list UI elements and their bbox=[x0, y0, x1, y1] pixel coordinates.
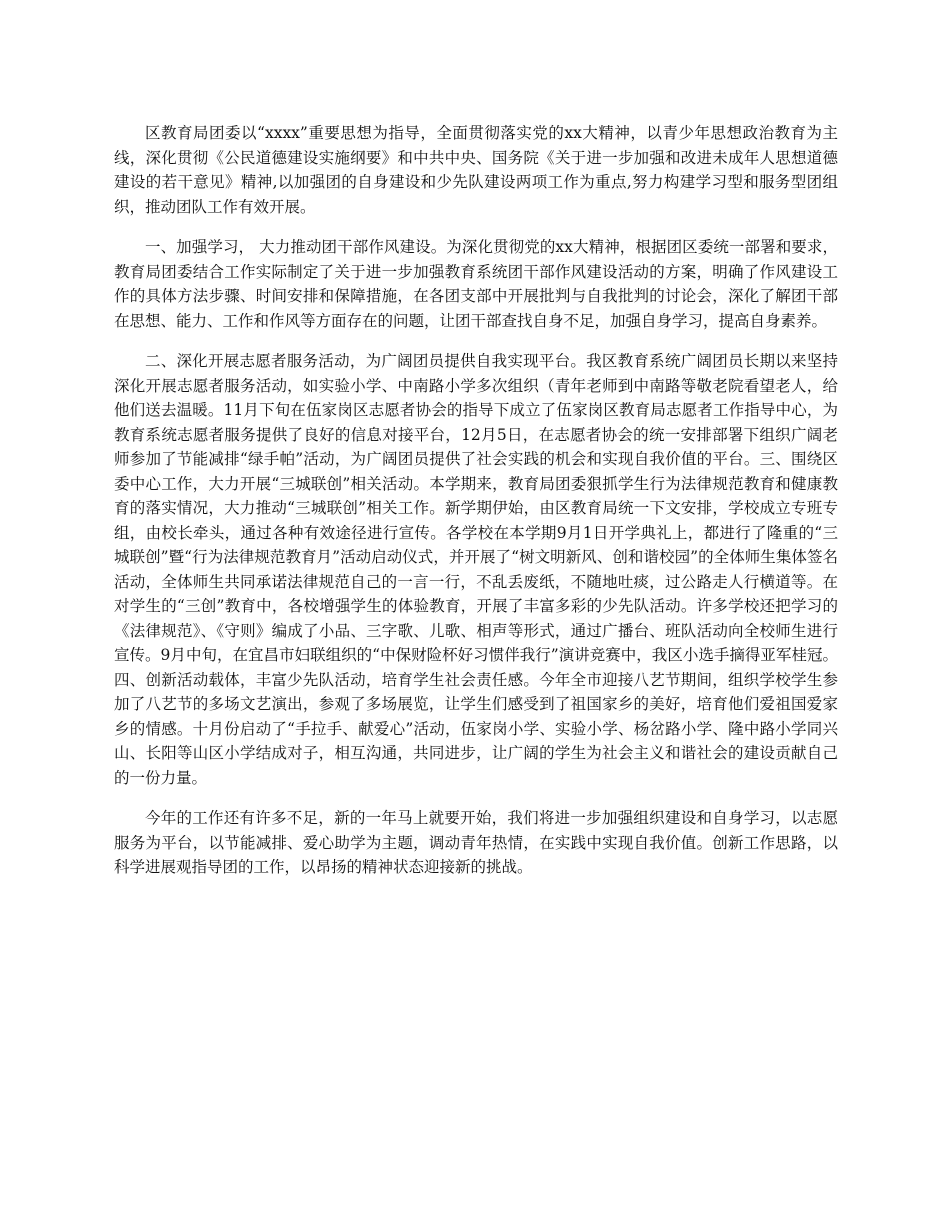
document-body bbox=[114, 121, 838, 896]
paragraph-conclusion: 今年的工作还有许多不足，新的一年马上就要开始，我们将进一步加强组织建设和自身学习，以志愿服务为平台，以节能减排、爱心助学为主题，调动青年热情，在实践中实现自我价值。创新工作思路，以科学进展观指导团的工作，以昂扬的精神状态迎接新的挑战。 bbox=[114, 809, 838, 876]
paragraph-intro: 区教育局团委以“xxxx”重要思想为指导，全面贯彻落实党的xx大精神，以青少年思想政治教育为主线，深化贯彻《公民道德建设实施纲要》和中共中央、国务院《关于进一步加强和改进未成年人思想道德建设的若干意见》精神,以加强团的自身建设和少先队建设两项工作为重点,努力构建学习型和服务型团组织，推动团队工作有效开展。 bbox=[114, 124, 838, 216]
paragraph-section-2-4: 二、深化开展志愿者服务活动，为广阔团员提供自我实现平台。我区教育系统广阔团员长期以来坚持深化开展志愿者服务活动，如实验小学、中南路小学多次组织（青年老师到中南路等敬老院看望老人，给他们送去温暖。11月下旬在伍家岗区志愿者协会的指导下成立了伍家岗区教育局志愿者工作指导中心，为教育系统志愿者服务提供了良好的信息对接平台，12月5日，在志愿者协会的统一安排部署下组织广阔老师参加了节能减排“绿手帕”活动，为广阔团员提供了社会实践的机会和实现自我价值的平台。三、围绕区委中心工作，大力开展“三城联创”相关活动。本学期来，教育局团委狠抓学生行为法律规范教育和健康教育的落实情况，大力推动“三城联创”相关工作。新学期伊始，由区教育局统一下文安排，学校成立专班专组，由校长牵头，通过各种有效途径进行宣传。各学校在本学期9月1日开学典礼上，都进行了隆重的“三城联创”暨“行为法律规范教育月”活动启动仪式，并开展了“树文明新风、创和谐校园”的全体师生集体签名活动，全体师生共同承诺法律规范自己的一言一行，不乱丢废纸，不随地吐痰，过公路走人行横道等。在对学生的“三创”教育中，各校增强学生的体验教育，开展了丰富多彩的少先队活动。许多学校还把学习的《法律规范》、《守则》编成了小品、三字歌、儿歌、相声等形式，通过广播台、班队活动向全校师生进行宣传。9月中旬，在宜昌市妇联组织的“中保财险杯好习惯伴我行”演讲竞赛中，我区小选手摘得亚军桂冠。四、创新活动载体，丰富少先队活动，培育学生社会责任感。今年全市迎接八艺节期间，组织学校学生参加了八艺节的多场文艺演出，参观了多场展览，让学生们感受到了祖国家乡的美好，培育他们爱祖国爱家乡的情感。十月份启动了“手拉手、献爱心”活动，伍家岗小学、实验小学、杨岔路小学、隆中路小学同兴山、长阳等山区小学结成对子，相互沟通，共同进步，让广阔的学生为社会主义和谐社会的建设贡献自己的一份力量。 bbox=[114, 352, 838, 787]
paragraph-section-1: 一、加强学习， 大力推动团干部作风建设。为深化贯彻党的xx大精神，根据团区委统一部署和要求，教育局团委结合工作实际制定了关于进一步加强教育系统团干部作风建设活动的方案，明确了作风建设工作的具体方法步骤、时间安排和保障措施，在各团支部中开展批判与自我批判的讨论会，深化了解团干部在思想、能力、工作和作风等方面存在的问题，让团干部查找自身不足，加强自身学习，提高自身素养。 bbox=[114, 238, 838, 330]
